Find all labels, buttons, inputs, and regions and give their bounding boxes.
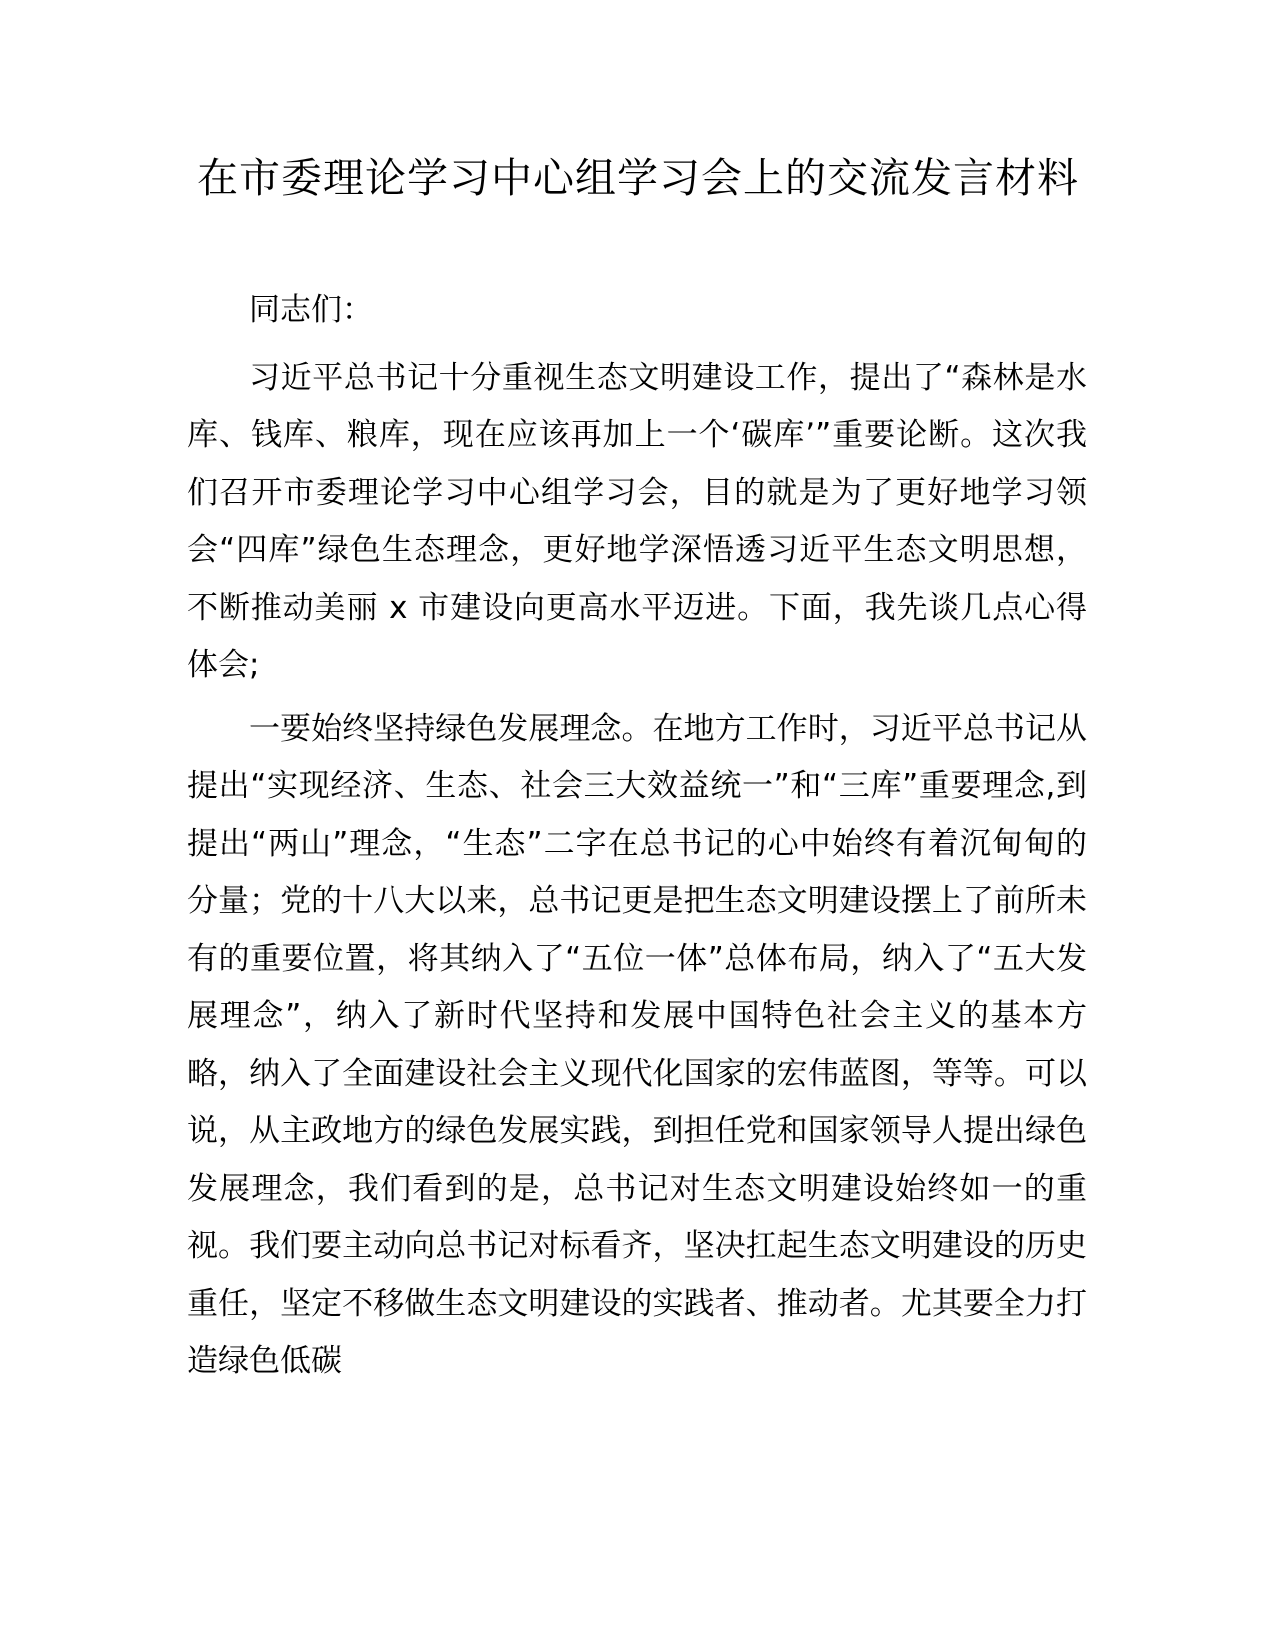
paragraph-green-development: 一要始终坚持绿色发展理念。在地方工作时，习近平总书记从提出“实现经济、生态、社会三大效益统一”和“三库”重要理念,到提出“两山”理念，“生态”二字在总书记的心中始终有着沉甸甸的分量；党的十八大以来，总书记更是把生态文明建设摆上了前所未有的重要位置，将其纳入了“五位一体”总体布局，纳入了“五大发展理念”，纳入了新时代坚持和发展中国特色社会主义的基本方略，纳入了全面建设社会主义现代化国家的宏伟蓝图，等等。可以说，从主政地方的绿色发展实践，到担任党和国家领导人提出绿色发展理念，我们看到的是，总书记对生态文明建设始终如一的重视。我们要主动向总书记对标看齐，坚决扛起生态文明建设的历史重任，坚定不移做生态文明建设的实践者、推动者。尤其要全力打造绿色低碳 (187, 710, 1087, 1379)
document-title: 在市委理论学习中心组学习会上的交流发言材料 (197, 154, 1079, 202)
paragraph-intro: 习近平总书记十分重视生态文明建设工作，提出了“森林是水库、钱库、粮库，现在应该再加上一个‘碳库’”重要论断。这次我们召开市委理论学习中心组学习会，目的就是为了更好地学习领会“四库”绿色生态理念，更好地学深悟透习近平生态文明思想，不断推动美丽 x 市建设向更高水平迈进。下面，我先谈几点心得体会; (187, 359, 1087, 683)
document-body (187, 282, 1087, 1397)
salutation: 同志们： (249, 292, 373, 328)
